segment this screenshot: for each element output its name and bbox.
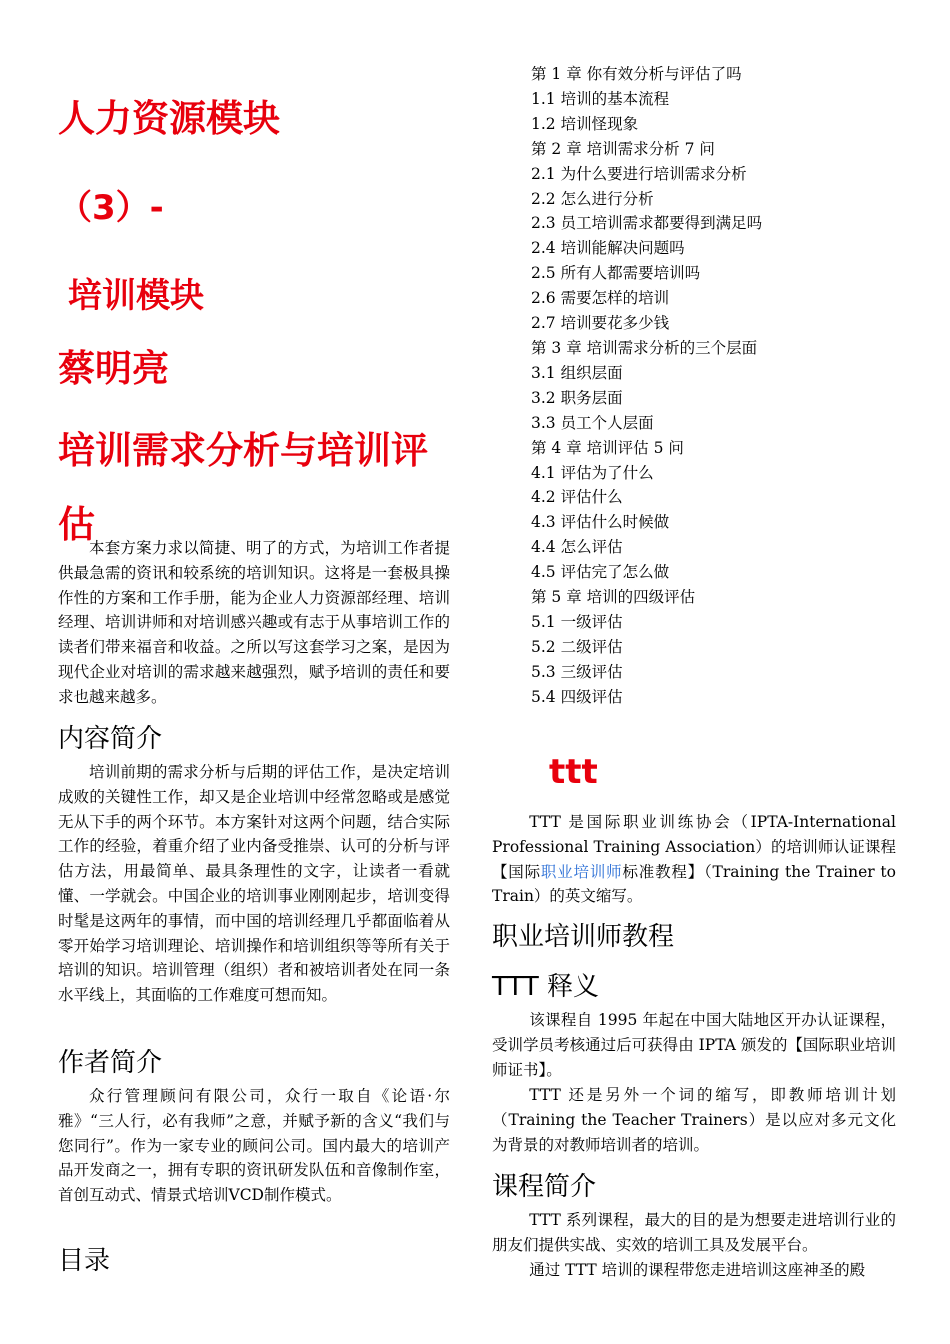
document-subtitle: 培训需求分析与培训评估 <box>58 429 428 546</box>
author-intro-heading: 作者简介 <box>58 1048 163 1078</box>
toc-heading: 目录 <box>58 1246 111 1276</box>
title-line-3: 培训模块 <box>68 276 204 316</box>
toc-item: 4.2 评估什么 <box>531 488 623 507</box>
toc-item: 第 4 章 培训评估 5 问 <box>531 438 684 457</box>
toc-item: 5.2 二级评估 <box>531 637 623 656</box>
toc-item: 1.1 培训的基本流程 <box>531 89 670 108</box>
ttt-meaning-text: 该课程自 1995 年起在中国大陆地区开办认证课程，受训学员考核通过后可获得由 IPTA 颁发的【国际职业培训师证书】。 <box>492 1011 896 1079</box>
toc-item: 4.3 评估什么时候做 <box>531 513 670 532</box>
toc-item: 3.2 职务层面 <box>531 388 623 407</box>
toc-item: 3.3 员工个人层面 <box>531 413 654 432</box>
toc-item: 5.4 四级评估 <box>531 687 623 706</box>
toc-item: 1.2 培训怪现象 <box>531 114 639 133</box>
title-line-2: （3）- <box>58 188 164 228</box>
toc-item: 2.3 员工培训需求都要得到满足吗 <box>531 214 763 233</box>
toc-item: 第 3 章 培训需求分析的三个层面 <box>531 338 758 357</box>
toc-item: 2.5 所有人都需要培训吗 <box>531 264 701 283</box>
toc-item: 2.2 怎么进行分析 <box>531 189 654 208</box>
toc-item: 4.4 怎么评估 <box>531 538 623 557</box>
author-name: 蔡明亮 <box>58 347 169 390</box>
toc-item: 5.3 三级评估 <box>531 662 623 681</box>
toc-item: 2.4 培训能解决问题吗 <box>531 239 685 258</box>
content-intro-text: 培训前期的需求分析与后期的评估工作，是决定培训成败的关键性工作，却又是企业培训中经常忽略或是感觉无从下手的两个环节。本方案针对这两个问题，结合实际工作的经验，着重介绍了业内备受推崇、认可的分析与评估方法，用最简单、最具条理性的文字，让读者一看就懂、一学就会。中国企业的培训事业刚刚起步，培训变得时髦是这两年的事情，而中国的培训经理几乎都面临着从零开始学习培训理论、培训操作和培训组织等等所有关于培训的知识。培训管理（组织）者和被培训者处在同一条水平线上，其面临的工作难度可想而知。 <box>58 763 450 1005</box>
toc-item: 第 5 章 培训的四级评估 <box>531 588 696 607</box>
toc-item: 2.6 需要怎样的培训 <box>531 289 670 308</box>
trainer-course-heading: 职业培训师教程 <box>492 922 675 952</box>
toc-item: 3.1 组织层面 <box>531 363 623 382</box>
course-intro-text-2: 通过 TTT 培训的课程带您走进培训这座神圣的殿 <box>529 1261 866 1279</box>
toc-item: 5.1 一级评估 <box>531 612 623 631</box>
toc-item: 2.1 为什么要进行培训需求分析 <box>531 164 747 183</box>
course-intro-text: TTT 系列课程，最大的目的是为想要走进培训行业的朋友们提供实战、实效的培训工具及发展平台。 <box>492 1211 896 1254</box>
ttt-title: ttt <box>549 752 598 792</box>
toc-item: 4.5 评估完了怎么做 <box>531 563 670 582</box>
toc-item: 2.7 培训要花多少钱 <box>531 314 670 333</box>
toc-item: 4.1 评估为了什么 <box>531 463 654 482</box>
trainer-link[interactable]: 职业培训师 <box>540 862 623 881</box>
toc-item: 第 1 章 你有效分析与评估了吗 <box>531 65 742 83</box>
ttt-definition: TTT 是国际职业训练协会（IPTA-International Professional Training Association）的培训师认证课程【国际职业培训师标准教程】（Training the Trainer to Train）的英文缩写。 <box>492 813 896 906</box>
title-line-1: 人力资源模块 <box>58 97 280 140</box>
intro-paragraph: 本套方案力求以简捷、明了的方式，为培训工作者提供最急需的资讯和较系统的培训知识。这将是一套极具操作性的方案和工作手册，能为企业人力资源部经理、培训经理、培训讲师和对培训感兴趣或有志于从事培训工作的读者们带来福音和收益。之所以写这套学习之案，是因为现代企业对培训的需求越来越强烈，赋予培训的责任和要求也越来越多。 <box>58 539 450 706</box>
author-intro-text: 众行管理顾问有限公司，众行一取自《论语·尔雅》“三人行，必有我师”之意，并赋予新的含义“我们与您同行”。作为一家专业的顾问公司。国内最大的培训产品开发商之一，拥有专职的资讯研发队伍和音像制作室，首创互动式、情景式培训VCD制作模式。 <box>58 1087 450 1205</box>
ttt-meaning-heading: TTT 释义 <box>492 972 599 1002</box>
ttt-alt-meaning-text: TTT 还是另外一个词的缩写，即教师培训计划（Training the Teacher Trainers）是以应对多元文化为背景的对教师培训者的培训。 <box>492 1086 896 1154</box>
content-intro-heading: 内容简介 <box>58 724 163 754</box>
table-of-contents <box>531 62 762 710</box>
course-intro-heading: 课程简介 <box>492 1172 597 1202</box>
toc-item: 第 2 章 培训需求分析 7 问 <box>531 139 715 158</box>
